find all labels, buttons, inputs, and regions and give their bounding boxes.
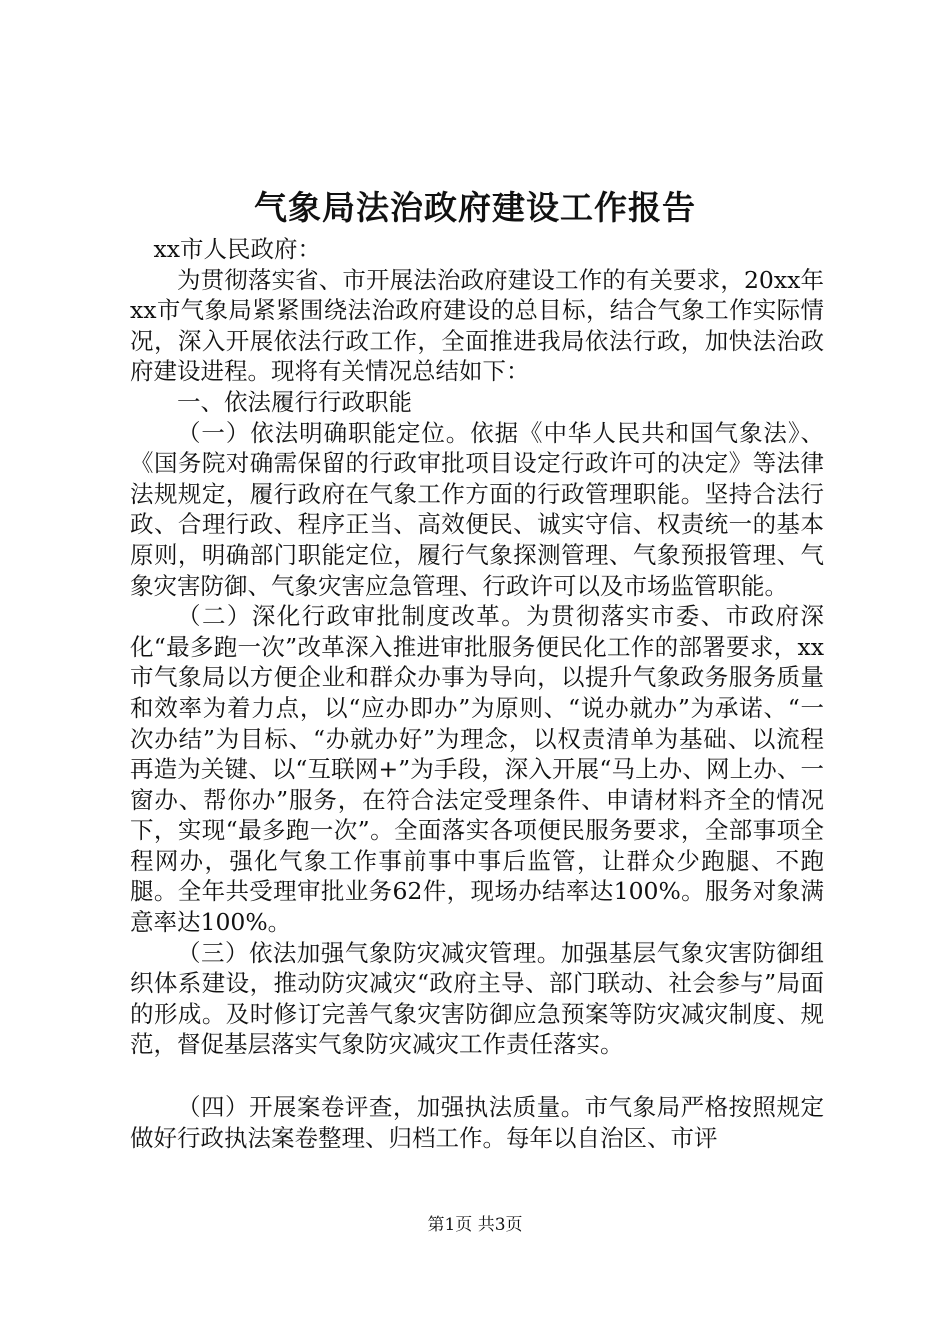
body-paragraph: （一）依法明确职能定位。依据《中华人民共和国气象法》、《国务院对确需保留的行政审批项目设定行政许可的决定》等法律法规规定，履行政府在气象工作方面的行政管理职能。坚持合法行政、合理行政、程序正当、高效便民、诚实守信、权责统一的基本原则，明确部门职能定位，履行气象探测管理、气象预报管理、气象灾害防御、气象灾害应急管理、行政许可以及市场监管职能。 [130, 418, 824, 600]
document-body [130, 234, 824, 1153]
body-paragraph: （四）开展案卷评查，加强执法质量。市气象局严格按照规定做好行政执法案卷整理、归档工作。每年以自治区、市评 [130, 1093, 824, 1152]
body-paragraph: （二）深化行政审批制度改革。为贯彻落实市委、市政府深化“最多跑一次”改革深入推进审批服务便民化工作的部署要求，xx市气象局以方便企业和群众办事为导向，以提升气象政务服务质量和效率为着力点，以“应办即办”为原则、“说办就办”为承诺、“一次办结”为目标、“办就办好”为理念，以权责清单为基础、以流程再造为关键、以“互联网+”为手段，深入开展“马上办、网上办、一窗办、帮你办”服务，在符合法定受理条件、申请材料齐全的情况下，实现“最多跑一次”。全面落实各项便民服务要求，全部事项全程网办，强化气象工作事前事中事后监管，让群众少跑腿、不跑腿。全年共受理审批业务62件，现场办结率达100%。服务对象满意率达100%。 [130, 602, 824, 937]
salutation: xx市人民政府： [153, 235, 322, 263]
document-title: 气象局法治政府建设工作报告 [254, 188, 696, 227]
intro-paragraph: 为贯彻落实省、市开展法治政府建设工作的有关要求，20xx年xx市气象局紧紧围绕法治政府建设的总目标，结合气象工作实际情况，深入开展依法行政工作，全面推进我局依法行政，加快法治政府建设进程。现将有关情况总结如下： [130, 265, 824, 386]
section-heading: 一、依法履行行政职能 [177, 387, 412, 416]
body-paragraph: （三）依法加强气象防灾减灾管理。加强基层气象灾害防御组织体系建设，推动防灾减灾“政府主导、部门联动、社会参与”局面的形成。及时修订完善气象灾害防御应急预案等防灾减灾制度、规范，督促基层落实气象防灾减灾工作责任落实。 [130, 938, 824, 1059]
page-footer: 第1页 共3页 [427, 1215, 523, 1235]
